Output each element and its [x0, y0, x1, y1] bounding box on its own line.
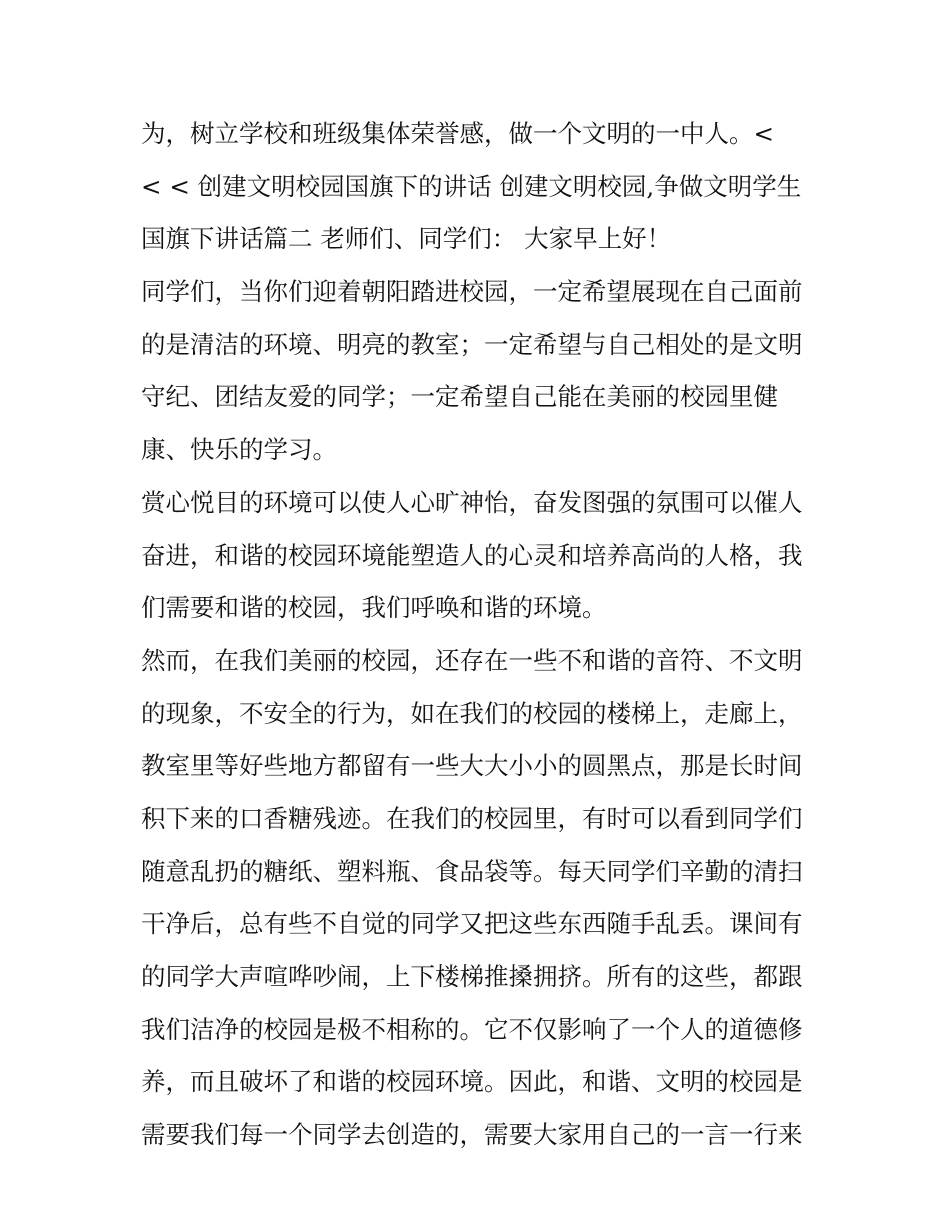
text-line: 同学们，当你们迎着朝阳踏进校园，一定希望展现在自己面前 [141, 277, 803, 307]
text-line: 国旗下讲话篇二 老师们、同学们： 大家早上好！ [141, 224, 672, 254]
text-line: 康、快乐的学习。 [141, 435, 337, 465]
text-line: 然而，在我们美丽的校园，还存在一些不和谐的音符、不文明 [141, 645, 803, 675]
text-line: 干净后，总有些不自觉的同学又把这些东西随手乱丢。课间有 [141, 909, 803, 939]
text-line: 需要我们每一个同学去创造的，需要大家用自己的一言一行来 [141, 1120, 803, 1150]
text-line: 为，树立学校和班级集体荣誉感，做一个文明的一中人。< [141, 119, 775, 148]
text-line: 我们洁净的校园是极不相称的。它不仅影响了一个人的道德修 [141, 1014, 803, 1044]
text-line: 的同学大声喧哗吵闹，上下楼梯推搡拥挤。所有的这些，都跟 [141, 962, 803, 991]
text-line: 赏心悦目的环境可以使人心旷神怡，奋发图强的氛围可以催人 [141, 487, 803, 517]
body-text [141, 108, 821, 1162]
text-line: < < 创建文明校园国旗下的讲话 创建文明校园,争做文明学生 [141, 171, 802, 201]
text-line: 奋进，和谐的校园环境能塑造人的心灵和培养高尚的人格，我 [141, 540, 803, 570]
text-line: 的是清洁的环境、明亮的教室；一定希望与自己相处的是文明 [141, 329, 803, 359]
text-line: 养，而且破坏了和谐的校园环境。因此，和谐、文明的校园是 [141, 1067, 803, 1097]
text-line: 积下来的口香糖残迹。在我们的校园里，有时可以看到同学们 [141, 803, 803, 833]
text-line: 教室里等好些地方都留有一些大大小小的圆黑点，那是长时间 [141, 751, 803, 781]
text-line: 守纪、团结友爱的同学；一定希望自己能在美丽的校园里健 [141, 382, 778, 412]
text-line: 随意乱扔的糖纸、塑料瓶、食品袋等。每天同学们辛勤的清扫 [141, 856, 803, 886]
text-line: 们需要和谐的校园，我们呼唤和谐的环境。 [141, 593, 607, 623]
text-line: 的现象，不安全的行为，如在我们的校园的楼梯上，走廊上， [141, 698, 803, 728]
